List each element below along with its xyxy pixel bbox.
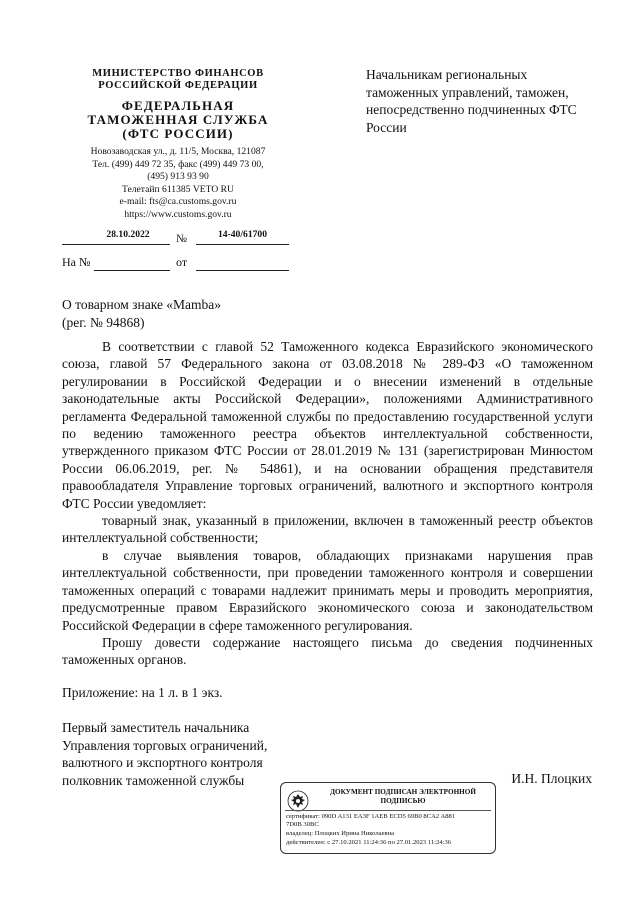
esignature-certificate: сертификат: 090D A131 EA3F 1AEB ECD5 69B0 8CA2 A881 7D0B 30BC (286, 813, 456, 828)
body-paragraph-4: Прошу довести содержание настоящего письма до сведения подчиненных таможенных органов. (62, 634, 593, 668)
registration-number: 14-40/61700 (217, 229, 268, 240)
esignature-validity: действителен: с 27.10.2021 11:24:36 по 27.01.2023 11:24:36 (286, 839, 452, 846)
letter-body (62, 338, 593, 669)
signatory-name: И.Н. Плоцких (511, 771, 592, 786)
reference-label: На № (62, 255, 91, 269)
number-sign: № (176, 233, 187, 245)
from-underline (196, 270, 289, 271)
reference-underline (94, 270, 170, 271)
ministry-name: МИНИСТЕРСТВО ФИНАНСОВ РОССИЙСКОЙ ФЕДЕРАЦИИ (92, 68, 264, 91)
letter-subject: О товарном знаке «Mamba» (рег. № 94868) (62, 297, 222, 330)
esignature-owner: владелец: Плоцких Ирина Николаевна (286, 830, 395, 837)
number-underline (196, 244, 289, 245)
signatory-position: Первый заместитель начальника Управления торговых ограничений, валютного и экспортного контроля полковник таможенной службы (62, 720, 268, 788)
date-underline (62, 244, 170, 245)
body-paragraph-3: в случае выявления товаров, обладающих признаками нарушения прав интеллектуальной собственности, при проведении таможенного контроля и совершении таможенных операций с товарами надлежит принимать меры и проводить мероприятия, предусмотренные правом Евразийского экономического союза и законодательством Российской Федерации в сфере таможенного регулирования. (62, 547, 593, 633)
body-paragraph-1: В соответствии с главой 52 Таможенного кодекса Евразийского экономического союза, главой 57 Федерального закона от 03.08.2018 № 289-ФЗ «О таможенном регулировании в Российской Федерации и о внесении изменений в отдельные законодательные акты Российской Федерации», положениями Административного регламента Федеральной таможенной службы по предоставлению государственной услуги по ведению таможенного реестра объектов интеллектуальной собственности, утвержденного приказом ФТС России от 28.01.2019 № 131 (зарегистрирован Минюстом России 06.06.2019, рег. № 54861), и на основании обращения представителя правообладателя Управление торговых ограничений, валютного и экспортного контроля ФТС России уведомляет: (62, 339, 593, 511)
attachment-note: Приложение: на 1 л. в 1 экз. (62, 685, 223, 700)
body-paragraph-2: товарный знак, указанный в приложении, включен в таможенный реестр объектов интеллектуальной собственности; (62, 513, 593, 546)
esignature-divider (285, 810, 491, 811)
esignature-title: ДОКУМЕНТ ПОДПИСАН ЭЛЕКТРОННОЙ ПОДПИСЬЮ (330, 788, 476, 805)
electronic-signature-stamp (280, 782, 496, 854)
letterhead-address: Новозаводская ул., д. 11/5, Москва, 121087 Тел. (499) 449 72 35, факс (499) 449 73 00, (495) 913 93 90 Телетайп 611385 VETO RU e-mail: fts@ca.customs.gov.ru https://www.customs.gov.ru (90, 146, 266, 220)
service-name: ФЕДЕРАЛЬНАЯ ТАМОЖЕННАЯ СЛУЖБА (ФТС РОССИИ) (87, 98, 269, 141)
eagle-emblem-icon (287, 790, 309, 812)
addressee-block: Начальникам региональных таможенных управлений, таможен, непосредственно подчиненных ФТС России (366, 67, 577, 135)
registration-date: 28.10.2022 (106, 229, 150, 240)
from-label: от (176, 255, 188, 269)
